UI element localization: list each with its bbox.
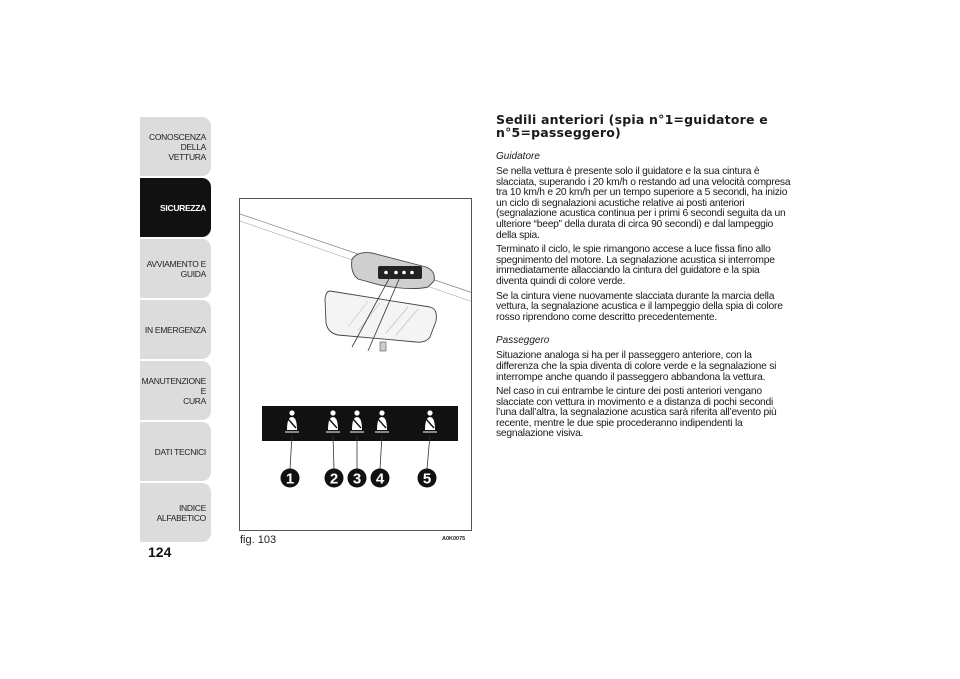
section-heading: Sedili anteriori (spia n°1=guidatore e n°5=passeggero)	[496, 112, 768, 140]
driver-paragraph-3: Se la cintura viene nuovamente slacciata durante la marcia della vettura, la segnalazione acustica e il lampeggio della spia di colore rosso riprendono come descritto precedentemente.	[496, 290, 783, 323]
passenger-paragraph-1: Situazione analoga si ha per il passeggero anteriore, con la differenza che la spia diventa di colore verde e la segnalazione si interrompe anche quando il passeggero abbandona la vettura.	[496, 350, 777, 383]
rearview-mirror	[325, 291, 436, 342]
callout-number: 3	[352, 470, 362, 488]
passenger-subheading: Passeggero	[496, 335, 550, 347]
callout-number: 2	[329, 470, 339, 488]
tab-avviamento[interactable]: AVVIAMENTO E GUIDA	[140, 239, 211, 298]
callout-markers	[281, 435, 437, 488]
driver-paragraph-1: Se nella vettura è presente solo il guidatore e la sua cintura è slacciata, superando i 20 km/h o restando ad una velocità compresa tra 10 km/h e 20 km/h per un tempo superiore a 5 secondi, ha inizio un ciclo di segnalazioni acustiche relative ai posti anteriori (segnalazione acustica continua per i primi 6 secondi seguita da un ulteriore “beep” della durata di circa 90 secondi) e dal lampeggio della spia.	[496, 166, 791, 241]
tab-conoscenza[interactable]: CONOSCENZA DELLA VETTURA	[140, 117, 211, 176]
tab-dati-tecnici[interactable]: DATI TECNICI	[140, 422, 211, 481]
driver-paragraph-2: Terminato il ciclo, le spie rimangono accese a luce fissa fino allo spegnimento del motore. La segnalazione acustica si interrompe immediatamente allacciando la cintura del guidatore e la spia diventa quindi di colore verde.	[496, 244, 775, 287]
figure-code: A0K0075	[442, 536, 466, 542]
page-number: 124	[148, 544, 172, 560]
figure-seatbelt-warning	[239, 198, 472, 531]
callout-number: 1	[285, 470, 295, 488]
passenger-paragraph-2: Nel caso in cui entrambe le cinture dei posti anteriori vengano slacciate con vettura in movimento e a distanza di pochi secondi l’una dall’altra, la segnalazione acustica sarà riferita all’evento più recente, mentre le due spie procederanno indipendenti la segnalazione visiva.	[496, 386, 777, 440]
tab-emergenza[interactable]: IN EMERGENZA	[140, 300, 211, 359]
figure-illustration	[240, 199, 472, 531]
driver-subheading: Guidatore	[496, 151, 540, 162]
main-content	[496, 113, 791, 444]
tab-indice-alfabetico[interactable]: INDICE ALFABETICO	[140, 483, 211, 542]
tab-manutenzione[interactable]: MANUTENZIONE E CURA	[140, 361, 211, 420]
callout-number: 4	[375, 470, 385, 488]
callout-number: 5	[422, 470, 432, 488]
tab-sicurezza[interactable]: SICUREZZA	[140, 178, 211, 237]
figure-caption: fig. 103	[240, 534, 277, 546]
